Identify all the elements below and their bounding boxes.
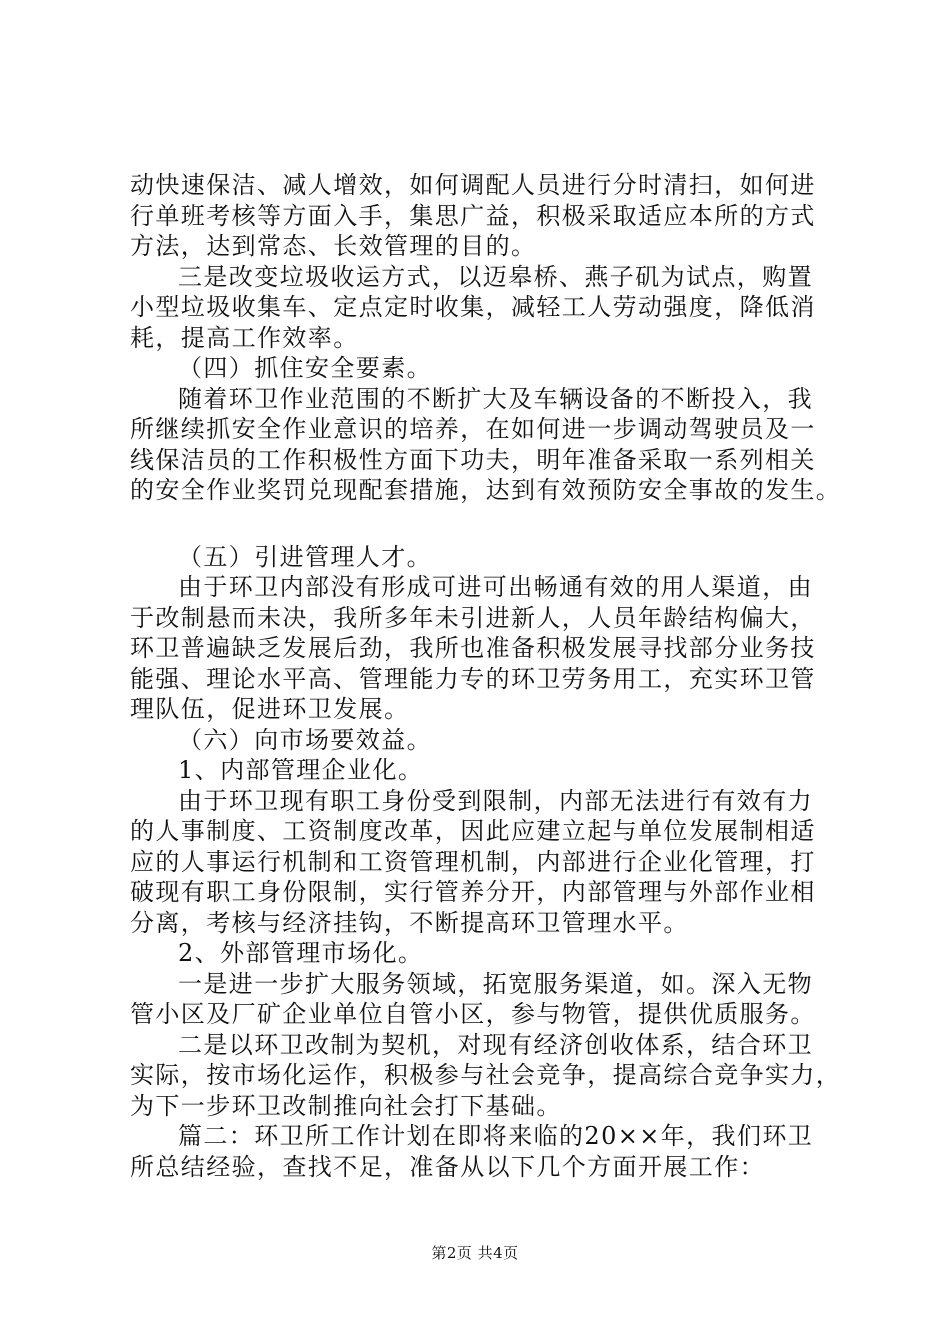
document-body (130, 170, 840, 1182)
text-line: 能强、理论水平高、管理能力专的环卫劳务用工，充实环卫管 (130, 664, 816, 693)
text-line: 动快速保洁、减人增效，如何调配人员进行分时清扫，如何进 (130, 171, 816, 199)
text-line: 所总结经验，查找不足，准备从以下几个方面开展工作： (130, 1152, 765, 1181)
text-line: 篇二：环卫所工作计划在即将来临的20××年，我们环卫 (178, 1122, 814, 1150)
text-line: 所继续抓安全作业意识的培养，在如何进一步调动驾驶员及一 (130, 415, 816, 443)
text-line: 分离，考核与经济挂钩，不断提高环卫管理水平。 (130, 908, 689, 937)
text-line: 的人事制度、工资制度改革，因此应建立起与单位发展制相适 (130, 817, 816, 845)
text-line: 管小区及厂矿企业单位自管小区，参与物管，提供优质服务。 (130, 1000, 816, 1028)
section-heading: （六）向市场要效益。 (178, 725, 432, 754)
text-line: 实际，按市场化运作，积极参与社会竞争，提高综合竞争实力， (130, 1061, 842, 1089)
text-line: 三是改变垃圾收运方式，以迈皋桥、燕子矶为试点，购置 (178, 262, 813, 291)
text-line: 小型垃圾收集车、定点定时收集，减轻工人劳动强度，降低消 (130, 293, 816, 321)
text-line: 为下一步环卫改制推向社会打下基础。 (130, 1091, 562, 1120)
text-line: 耗，提高工作效率。 (130, 323, 359, 352)
subsection-heading: 1、内部管理企业化。 (178, 756, 424, 784)
subsection-heading: 2、外部管理市场化。 (178, 939, 424, 967)
section-heading: （五）引进管理人才。 (178, 542, 432, 571)
text-line: 环卫普遍缺乏发展后劲，我所也准备积极发展寻找部分业务技 (130, 634, 816, 662)
text-line: 应的人事运行机制和工资管理机制，内部进行企业化管理，打 (130, 847, 816, 876)
text-line: 行单班考核等方面入手，集思广益，积极采取适应本所的方式 (130, 201, 816, 230)
text-line: 破现有职工身份限制，实行管养分开，内部管理与外部作业相 (130, 878, 816, 906)
text-line: 的安全作业奖罚兑现配套措施，达到有效预防安全事故的发生。 (130, 476, 842, 504)
text-line: 二是以环卫改制为契机，对现有经济创收体系，结合环卫 (178, 1030, 813, 1059)
text-line: 线保洁员的工作积极性方面下功夫，明年准备采取一系列相关 (130, 445, 816, 474)
text-line: 由于环卫内部没有形成可进可出畅通有效的用人渠道，由 (178, 573, 813, 601)
paragraph-gap (130, 506, 840, 542)
text-line: 于改制悬而未决，我所多年未引进新人，人员年龄结构偏大， (130, 603, 816, 632)
page-footer: 第2页 共4页 (431, 1244, 519, 1262)
text-line: 理队伍，促进环卫发展。 (130, 695, 410, 723)
text-line: 一是进一步扩大服务领域，拓宽服务渠道，如。深入无物 (178, 969, 813, 998)
text-line: 随着环卫作业范围的不断扩大及车辆设备的不断投入，我 (178, 384, 813, 413)
section-heading: （四）抓住安全要素。 (178, 354, 432, 382)
text-line: 方法，达到常态、长效管理的目的。 (130, 232, 537, 260)
text-line: 由于环卫现有职工身份受到限制，内部无法进行有效有力 (178, 786, 813, 815)
